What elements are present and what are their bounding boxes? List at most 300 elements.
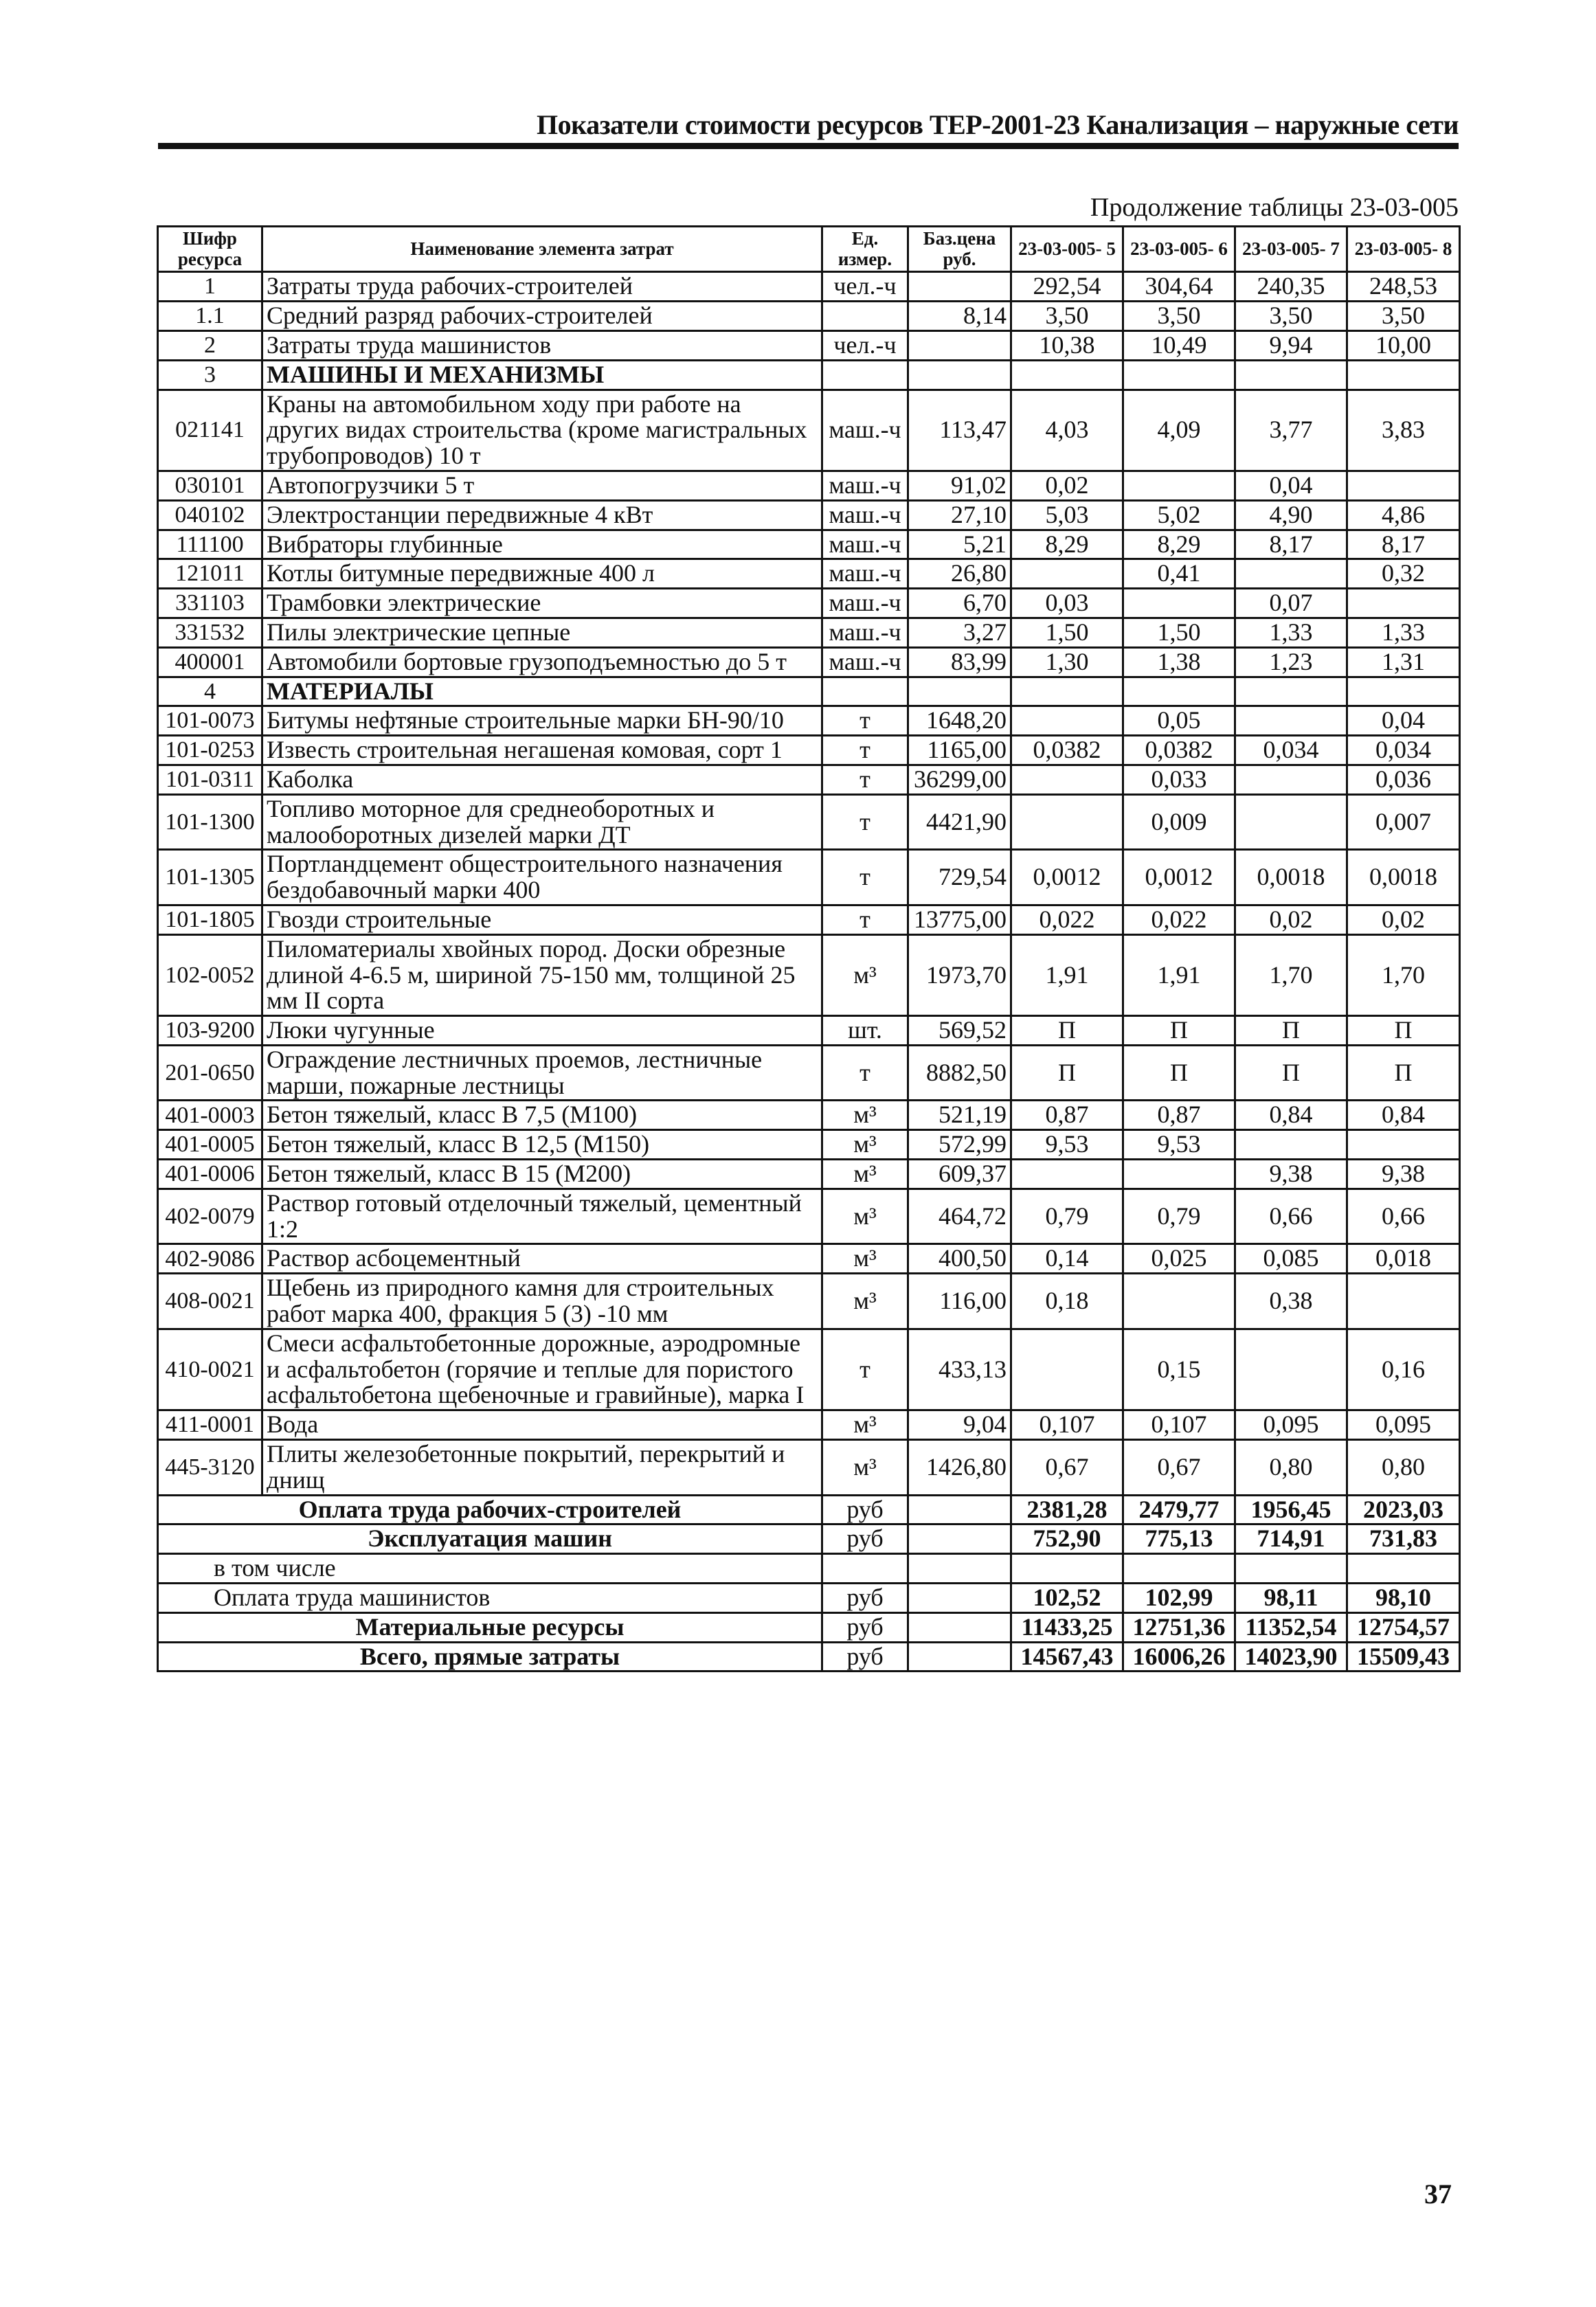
resource-name: Вода [262, 1410, 822, 1440]
table-row [158, 850, 1460, 905]
base-price-cell: 3,27 [908, 618, 1011, 647]
value-cell-v5: 0,18 [1011, 1274, 1123, 1329]
value-cell-v6: 0,67 [1123, 1440, 1235, 1496]
value-cell-v5: 0,67 [1011, 1440, 1123, 1496]
resource-code: 102-0052 [158, 934, 262, 1015]
value-cell-v8: 0,018 [1347, 1244, 1460, 1274]
resource-name: Средний разряд рабочих-строителей [262, 302, 822, 331]
section-row [158, 360, 1460, 390]
summary-label: Материальные ресурсы [158, 1612, 822, 1642]
value-cell-v6 [1123, 677, 1235, 706]
summary-value-v7: 714,91 [1235, 1524, 1347, 1554]
value-cell-v8: 0,80 [1347, 1440, 1460, 1496]
unit-cell: т [822, 706, 908, 736]
table-row [158, 500, 1460, 530]
value-cell-v5 [1011, 677, 1123, 706]
base-price-cell [908, 677, 1011, 706]
base-price-cell: 433,13 [908, 1329, 1011, 1410]
resource-name: Пилы электрические цепные [262, 618, 822, 647]
resource-name: Щебень из природного камня для строительных работ марка 400, фракция 5 (3) -10 мм [262, 1274, 822, 1329]
table-row [158, 1189, 1460, 1244]
resource-code: 411-0001 [158, 1410, 262, 1440]
value-cell-v7: 9,94 [1235, 330, 1347, 360]
resource-code: 021141 [158, 390, 262, 471]
summary-value-v5: 2381,28 [1011, 1495, 1123, 1524]
base-price-cell: 27,10 [908, 500, 1011, 530]
resource-code: 410-0021 [158, 1329, 262, 1410]
resource-code: 101-1300 [158, 794, 262, 850]
base-price-cell: 83,99 [908, 647, 1011, 677]
value-cell-v5: 292,54 [1011, 272, 1123, 302]
summary-label: в том числе [158, 1554, 822, 1584]
value-cell-v6: 1,91 [1123, 934, 1235, 1015]
value-cell-v5: 9,53 [1011, 1130, 1123, 1160]
resource-name: Автомобили бортовые грузоподъемностью до 5 т [262, 647, 822, 677]
value-cell-v7: 8,17 [1235, 530, 1347, 559]
value-cell-v7: 1,23 [1235, 647, 1347, 677]
value-cell-v8: 0,04 [1347, 706, 1460, 736]
base-price-cell: 5,21 [908, 530, 1011, 559]
resource-name: Бетон тяжелый, класс В 15 (М200) [262, 1160, 822, 1189]
unit-cell: маш.-ч [822, 390, 908, 471]
unit-cell [822, 360, 908, 390]
value-cell-v5 [1011, 794, 1123, 850]
col-header-c5: 23-03-005- 5 [1011, 227, 1123, 272]
summary-unit: руб [822, 1495, 908, 1524]
base-price-cell: 116,00 [908, 1274, 1011, 1329]
resource-name: Бетон тяжелый, класс В 7,5 (М100) [262, 1101, 822, 1130]
value-cell-v6: 5,02 [1123, 500, 1235, 530]
value-cell-v6 [1123, 589, 1235, 618]
value-cell-v7: 0,085 [1235, 1244, 1347, 1274]
value-cell-v7: 1,33 [1235, 618, 1347, 647]
value-cell-v5: 0,0012 [1011, 850, 1123, 905]
value-cell-v5: 0,02 [1011, 471, 1123, 500]
value-cell-v5: 0,87 [1011, 1101, 1123, 1130]
summary-value-v6: 12751,36 [1123, 1612, 1235, 1642]
resource-name: Трамбовки электрические [262, 589, 822, 618]
value-cell-v6: 0,79 [1123, 1189, 1235, 1244]
summary-unit: руб [822, 1642, 908, 1672]
value-cell-v6 [1123, 1274, 1235, 1329]
empty-price-cell [908, 1524, 1011, 1554]
value-cell-v7 [1235, 1130, 1347, 1160]
value-cell-v8: 9,38 [1347, 1160, 1460, 1189]
unit-cell: м³ [822, 1160, 908, 1189]
resource-code: 101-0253 [158, 736, 262, 765]
col-header-price: Баз.цена руб. [908, 227, 1011, 272]
table-row [158, 1440, 1460, 1496]
value-cell-v5: 3,50 [1011, 302, 1123, 331]
table-row [158, 530, 1460, 559]
table-row [158, 618, 1460, 647]
summary-label: Эксплуатация машин [158, 1524, 822, 1554]
header-rule [158, 143, 1459, 149]
base-price-cell: 464,72 [908, 1189, 1011, 1244]
value-cell-v5: 0,79 [1011, 1189, 1123, 1244]
empty-price-cell [908, 1612, 1011, 1642]
resource-code: 400001 [158, 647, 262, 677]
summary-value-v5: 14567,43 [1011, 1642, 1123, 1672]
base-price-cell: 572,99 [908, 1130, 1011, 1160]
base-price-cell: 113,47 [908, 390, 1011, 471]
resource-code: 402-0079 [158, 1189, 262, 1244]
unit-cell: маш.-ч [822, 559, 908, 589]
value-cell-v7 [1235, 765, 1347, 794]
value-cell-v7: 0,04 [1235, 471, 1347, 500]
table-row [158, 706, 1460, 736]
value-cell-v8: П [1347, 1045, 1460, 1101]
value-cell-v7: 4,90 [1235, 500, 1347, 530]
value-cell-v6 [1123, 360, 1235, 390]
summary-unit: руб [822, 1584, 908, 1613]
resource-code: 1 [158, 272, 262, 302]
resource-name: Портландцемент общестроительного назначения бездобавочный марки 400 [262, 850, 822, 905]
unit-cell: маш.-ч [822, 589, 908, 618]
base-price-cell: 400,50 [908, 1244, 1011, 1274]
value-cell-v7 [1235, 706, 1347, 736]
unit-cell: маш.-ч [822, 530, 908, 559]
base-price-cell: 36299,00 [908, 765, 1011, 794]
table-row [158, 302, 1460, 331]
resource-code: 445-3120 [158, 1440, 262, 1496]
base-price-cell: 91,02 [908, 471, 1011, 500]
value-cell-v7: 1,70 [1235, 934, 1347, 1015]
value-cell-v7: 0,80 [1235, 1440, 1347, 1496]
summary-value-v8: 731,83 [1347, 1524, 1460, 1554]
value-cell-v5: 1,91 [1011, 934, 1123, 1015]
base-price-cell [908, 330, 1011, 360]
base-price-cell: 4421,90 [908, 794, 1011, 850]
value-cell-v8: 8,17 [1347, 530, 1460, 559]
resource-code: 101-0073 [158, 706, 262, 736]
summary-value-v7: 11352,54 [1235, 1612, 1347, 1642]
value-cell-v7: П [1235, 1045, 1347, 1101]
base-price-cell: 6,70 [908, 589, 1011, 618]
value-cell-v5: 4,03 [1011, 390, 1123, 471]
value-cell-v7 [1235, 360, 1347, 390]
value-cell-v6: 0,05 [1123, 706, 1235, 736]
value-cell-v5 [1011, 360, 1123, 390]
value-cell-v6: 8,29 [1123, 530, 1235, 559]
table-row [158, 471, 1460, 500]
unit-cell: м³ [822, 1189, 908, 1244]
value-cell-v8: 0,0018 [1347, 850, 1460, 905]
unit-cell: маш.-ч [822, 500, 908, 530]
resource-name: Бетон тяжелый, класс В 12,5 (М150) [262, 1130, 822, 1160]
unit-cell: м³ [822, 934, 908, 1015]
value-cell-v7: 0,034 [1235, 736, 1347, 765]
value-cell-v6: 0,022 [1123, 905, 1235, 934]
resource-name: Смеси асфальтобетонные дорожные, аэродромные и асфальтобетон (горячие и теплые для пористого асфальтобетона щебеночные и гравийные), марка I [262, 1329, 822, 1410]
value-cell-v5: 1,50 [1011, 618, 1123, 647]
value-cell-v6: 0,0012 [1123, 850, 1235, 905]
resource-code: 101-0311 [158, 765, 262, 794]
value-cell-v5: 8,29 [1011, 530, 1123, 559]
resource-code: 331532 [158, 618, 262, 647]
value-cell-v7 [1235, 559, 1347, 589]
base-price-cell: 1165,00 [908, 736, 1011, 765]
summary-row [158, 1584, 1460, 1613]
resource-code: 111100 [158, 530, 262, 559]
section-row [158, 677, 1460, 706]
unit-cell: м³ [822, 1440, 908, 1496]
value-cell-v8: 0,02 [1347, 905, 1460, 934]
summary-value-v5: 11433,25 [1011, 1612, 1123, 1642]
table-row [158, 905, 1460, 934]
unit-cell: м³ [822, 1244, 908, 1274]
summary-value-v5: 752,90 [1011, 1524, 1123, 1554]
value-cell-v8: 1,70 [1347, 934, 1460, 1015]
summary-label: Оплата труда рабочих-строителей [158, 1495, 822, 1524]
value-cell-v7: 0,84 [1235, 1101, 1347, 1130]
resource-code: 101-1305 [158, 850, 262, 905]
value-cell-v8: 3,50 [1347, 302, 1460, 331]
value-cell-v6: 304,64 [1123, 272, 1235, 302]
summary-value-v5: 102,52 [1011, 1584, 1123, 1613]
resource-code: 401-0003 [158, 1101, 262, 1130]
resource-name: Затраты труда рабочих-строителей [262, 272, 822, 302]
value-cell-v6: 0,033 [1123, 765, 1235, 794]
table-body [158, 272, 1460, 1672]
value-cell-v8: 1,31 [1347, 647, 1460, 677]
value-cell-v5: 0,0382 [1011, 736, 1123, 765]
resource-code: 030101 [158, 471, 262, 500]
resource-code: 2 [158, 330, 262, 360]
summary-value-v5 [1011, 1554, 1123, 1584]
summary-row [158, 1642, 1460, 1672]
unit-cell: т [822, 850, 908, 905]
resource-name: Каболка [262, 765, 822, 794]
value-cell-v8: П [1347, 1016, 1460, 1046]
value-cell-v5: 0,03 [1011, 589, 1123, 618]
resource-name: Топливо моторное для среднеоборотных и малооборотных дизелей марки ДТ [262, 794, 822, 850]
resource-name: Котлы битумные передвижные 400 л [262, 559, 822, 589]
value-cell-v6: 3,50 [1123, 302, 1235, 331]
table-row [158, 1130, 1460, 1160]
unit-cell: т [822, 736, 908, 765]
value-cell-v5 [1011, 1160, 1123, 1189]
table-row [158, 1016, 1460, 1046]
unit-cell: маш.-ч [822, 471, 908, 500]
value-cell-v5: 0,107 [1011, 1410, 1123, 1440]
summary-value-v7 [1235, 1554, 1347, 1584]
unit-cell: чел.-ч [822, 272, 908, 302]
value-cell-v8: 0,16 [1347, 1329, 1460, 1410]
resource-name: Электростанции передвижные 4 кВт [262, 500, 822, 530]
table-caption: Продолжение таблицы 23-03-005 [1090, 193, 1459, 222]
unit-cell: т [822, 1329, 908, 1410]
value-cell-v7: 0,02 [1235, 905, 1347, 934]
empty-price-cell [908, 1554, 1011, 1584]
value-cell-v5 [1011, 1329, 1123, 1410]
resource-name: Гвозди строительные [262, 905, 822, 934]
value-cell-v5: 10,38 [1011, 330, 1123, 360]
summary-row [158, 1554, 1460, 1584]
value-cell-v5: 1,30 [1011, 647, 1123, 677]
col-header-c6: 23-03-005- 6 [1123, 227, 1235, 272]
summary-unit: руб [822, 1612, 908, 1642]
value-cell-v8 [1347, 360, 1460, 390]
value-cell-v7: 0,07 [1235, 589, 1347, 618]
resource-code: 040102 [158, 500, 262, 530]
base-price-cell: 521,19 [908, 1101, 1011, 1130]
resource-code: 331103 [158, 589, 262, 618]
resource-name: Краны на автомобильном ходу при работе на других видах строительства (кроме магистральных трубопроводов) 10 т [262, 390, 822, 471]
base-price-cell: 9,04 [908, 1410, 1011, 1440]
resource-name: Раствор готовый отделочный тяжелый, цементный 1:2 [262, 1189, 822, 1244]
summary-value-v7: 98,11 [1235, 1584, 1347, 1613]
resource-code: 103-9200 [158, 1016, 262, 1046]
unit-cell: м³ [822, 1101, 908, 1130]
unit-cell: т [822, 794, 908, 850]
summary-value-v8: 2023,03 [1347, 1495, 1460, 1524]
resource-name: Плиты железобетонные покрытий, перекрытий и днищ [262, 1440, 822, 1496]
summary-value-v6 [1123, 1554, 1235, 1584]
summary-value-v6: 102,99 [1123, 1584, 1235, 1613]
table-row [158, 272, 1460, 302]
resource-code: 402-9086 [158, 1244, 262, 1274]
base-price-cell: 1426,80 [908, 1440, 1011, 1496]
table-row [158, 1045, 1460, 1101]
empty-price-cell [908, 1642, 1011, 1672]
value-cell-v8 [1347, 677, 1460, 706]
value-cell-v7: 0,095 [1235, 1410, 1347, 1440]
table-row [158, 934, 1460, 1015]
resource-code: 1.1 [158, 302, 262, 331]
col-header-code: Шифр ресурса [158, 227, 262, 272]
summary-value-v6: 2479,77 [1123, 1495, 1235, 1524]
summary-value-v8: 12754,57 [1347, 1612, 1460, 1642]
value-cell-v8 [1347, 1130, 1460, 1160]
table-row [158, 1160, 1460, 1189]
resource-name: Раствор асбоцементный [262, 1244, 822, 1274]
value-cell-v6: 0,15 [1123, 1329, 1235, 1410]
value-cell-v7: 0,38 [1235, 1274, 1347, 1329]
col-header-unit: Ед. измер. [822, 227, 908, 272]
base-price-cell: 1973,70 [908, 934, 1011, 1015]
value-cell-v6 [1123, 1160, 1235, 1189]
resource-code: 101-1805 [158, 905, 262, 934]
empty-price-cell [908, 1495, 1011, 1524]
unit-cell: маш.-ч [822, 618, 908, 647]
value-cell-v6: 0,009 [1123, 794, 1235, 850]
value-cell-v7: 3,77 [1235, 390, 1347, 471]
value-cell-v6: 0,025 [1123, 1244, 1235, 1274]
summary-label: Всего, прямые затраты [158, 1642, 822, 1672]
value-cell-v7 [1235, 794, 1347, 850]
summary-value-v8: 15509,43 [1347, 1642, 1460, 1672]
base-price-cell: 8,14 [908, 302, 1011, 331]
value-cell-v7: 3,50 [1235, 302, 1347, 331]
unit-cell [822, 677, 908, 706]
table-header-row [158, 227, 1460, 272]
base-price-cell: 8882,50 [908, 1045, 1011, 1101]
value-cell-v8: 0,84 [1347, 1101, 1460, 1130]
summary-unit: руб [822, 1524, 908, 1554]
table-row [158, 589, 1460, 618]
value-cell-v7: 240,35 [1235, 272, 1347, 302]
resource-name: МАШИНЫ И МЕХАНИЗМЫ [262, 360, 822, 390]
value-cell-v8: 0,034 [1347, 736, 1460, 765]
unit-cell [822, 302, 908, 331]
value-cell-v6: 4,09 [1123, 390, 1235, 471]
resource-name: Люки чугунные [262, 1016, 822, 1046]
table-row [158, 1244, 1460, 1274]
resource-name: Автопогрузчики 5 т [262, 471, 822, 500]
value-cell-v8 [1347, 589, 1460, 618]
value-cell-v8: 0,32 [1347, 559, 1460, 589]
value-cell-v6: 1,38 [1123, 647, 1235, 677]
summary-label: Оплата труда машинистов [158, 1584, 822, 1613]
value-cell-v7 [1235, 677, 1347, 706]
table-row [158, 1101, 1460, 1130]
resource-code: 121011 [158, 559, 262, 589]
unit-cell: чел.-ч [822, 330, 908, 360]
value-cell-v8: 4,86 [1347, 500, 1460, 530]
page-header-title: Показатели стоимости ресурсов ТЕР-2001-23 Канализация – наружные сети [537, 109, 1459, 140]
table-row [158, 1329, 1460, 1410]
value-cell-v7: П [1235, 1016, 1347, 1046]
base-price-cell: 1648,20 [908, 706, 1011, 736]
table-row [158, 1410, 1460, 1440]
resource-code: 401-0006 [158, 1160, 262, 1189]
table-row [158, 330, 1460, 360]
value-cell-v7: 9,38 [1235, 1160, 1347, 1189]
resource-code: 401-0005 [158, 1130, 262, 1160]
value-cell-v8 [1347, 471, 1460, 500]
value-cell-v5 [1011, 765, 1123, 794]
value-cell-v6: 1,50 [1123, 618, 1235, 647]
unit-cell: маш.-ч [822, 647, 908, 677]
summary-value-v6: 775,13 [1123, 1524, 1235, 1554]
summary-value-v8 [1347, 1554, 1460, 1584]
value-cell-v6: П [1123, 1045, 1235, 1101]
base-price-cell: 729,54 [908, 850, 1011, 905]
value-cell-v6 [1123, 471, 1235, 500]
summary-value-v7: 14023,90 [1235, 1642, 1347, 1672]
resource-name: Ограждение лестничных проемов, лестничные марши, пожарные лестницы [262, 1045, 822, 1101]
resource-name: Известь строительная негашеная комовая, сорт 1 [262, 736, 822, 765]
value-cell-v6: 0,107 [1123, 1410, 1235, 1440]
table-row [158, 390, 1460, 471]
value-cell-v5: 0,14 [1011, 1244, 1123, 1274]
value-cell-v5: П [1011, 1016, 1123, 1046]
table-row [158, 559, 1460, 589]
resource-code: 3 [158, 360, 262, 390]
summary-row [158, 1495, 1460, 1524]
base-price-cell: 569,52 [908, 1016, 1011, 1046]
value-cell-v8: 0,036 [1347, 765, 1460, 794]
unit-cell: т [822, 765, 908, 794]
resource-name: Затраты труда машинистов [262, 330, 822, 360]
base-price-cell: 26,80 [908, 559, 1011, 589]
value-cell-v5 [1011, 559, 1123, 589]
resource-code: 201-0650 [158, 1045, 262, 1101]
table-row [158, 647, 1460, 677]
value-cell-v6: 0,87 [1123, 1101, 1235, 1130]
value-cell-v8: 0,095 [1347, 1410, 1460, 1440]
value-cell-v6: 9,53 [1123, 1130, 1235, 1160]
unit-cell: м³ [822, 1410, 908, 1440]
base-price-cell: 609,37 [908, 1160, 1011, 1189]
value-cell-v5 [1011, 706, 1123, 736]
summary-value-v6: 16006,26 [1123, 1642, 1235, 1672]
col-header-name: Наименование элемента затрат [262, 227, 822, 272]
table-row [158, 794, 1460, 850]
summary-value-v8: 98,10 [1347, 1584, 1460, 1613]
resource-code: 4 [158, 677, 262, 706]
